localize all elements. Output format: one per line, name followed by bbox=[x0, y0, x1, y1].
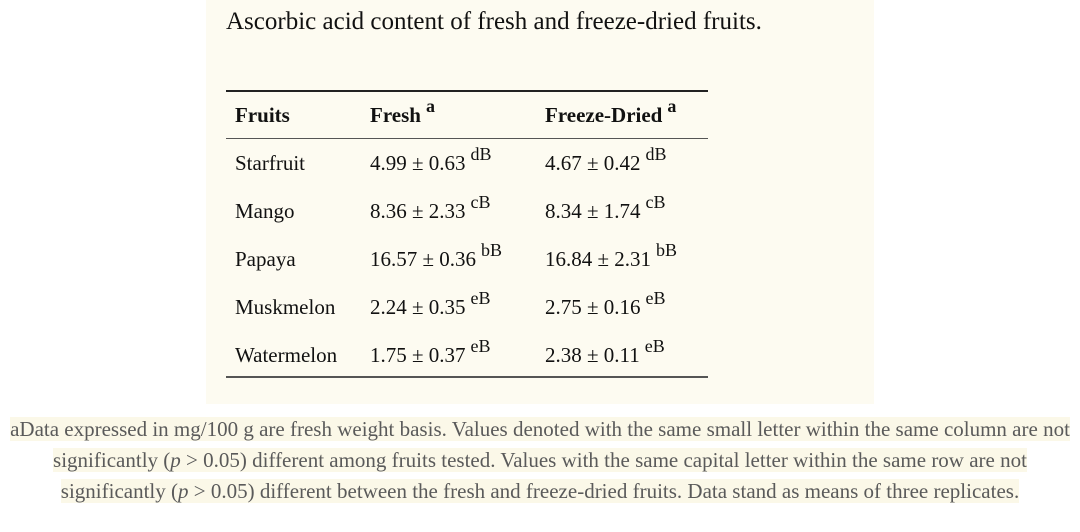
header-fresh-footnote-marker: a bbox=[425, 95, 435, 116]
cell-fresh: 16.57 ± 0.36 $^{bB}$ bbox=[370, 239, 503, 271]
cell-fresh: 2.24 ± 0.35 $^{eB}$ bbox=[370, 287, 491, 319]
table-bottom-rule bbox=[226, 376, 708, 378]
cell-fresh: 1.75 ± 0.37 $^{eB}$ bbox=[370, 335, 491, 367]
cell-fruit: Starfruit bbox=[235, 150, 305, 175]
cell-freeze-dried: 16.84 ± 2.31 $^{bB}$ bbox=[545, 239, 678, 271]
cell-freeze-dried: 8.34 ± 1.74 $^{cB}$ bbox=[545, 191, 666, 223]
table-row bbox=[226, 283, 708, 331]
table-caption: Ascorbic acid content of fresh and freeze-dried fruits. bbox=[226, 8, 762, 35]
cell-fresh: 4.99 ± 0.63 $^{dB}$ bbox=[370, 143, 492, 175]
header-freeze-dried-footnote-marker: a bbox=[667, 95, 677, 116]
cell-freeze-dried: 2.38 ± 0.11 $^{eB}$ bbox=[545, 335, 665, 367]
header-freeze-dried: Freeze-Dried $^a$ bbox=[545, 95, 677, 127]
cell-fruit: Papaya bbox=[235, 246, 296, 271]
cell-freeze-dried: 4.67 ± 0.42 $^{dB}$ bbox=[545, 143, 667, 175]
table-row bbox=[226, 235, 708, 283]
cell-fresh: 8.36 ± 2.33 $^{cB}$ bbox=[370, 191, 491, 223]
table-row bbox=[226, 139, 708, 187]
cell-fruit: Muskmelon bbox=[235, 294, 336, 319]
header-fresh: Fresh $^a$ bbox=[370, 95, 435, 127]
table-footnote: aData expressed in mg/100 g are fresh weight basis. Values denoted with the same small letter within the same column are not significantly (p > 0.05) different among fruits tested. Values with the same capital letter within the same row are not significantly (p > 0.05) different between the fresh and freeze-dried fruits. Data stand as means of three replicates. bbox=[10, 417, 1070, 503]
cell-freeze-dried: 2.75 ± 0.16 $^{eB}$ bbox=[545, 287, 666, 319]
data-table bbox=[226, 90, 708, 379]
table-row bbox=[226, 187, 708, 235]
cell-fruit: Mango bbox=[235, 198, 295, 223]
header-fruits: Fruits bbox=[235, 102, 290, 127]
table-header-row bbox=[226, 92, 708, 138]
table-row bbox=[226, 331, 708, 379]
cell-fruit: Watermelon bbox=[235, 342, 338, 367]
